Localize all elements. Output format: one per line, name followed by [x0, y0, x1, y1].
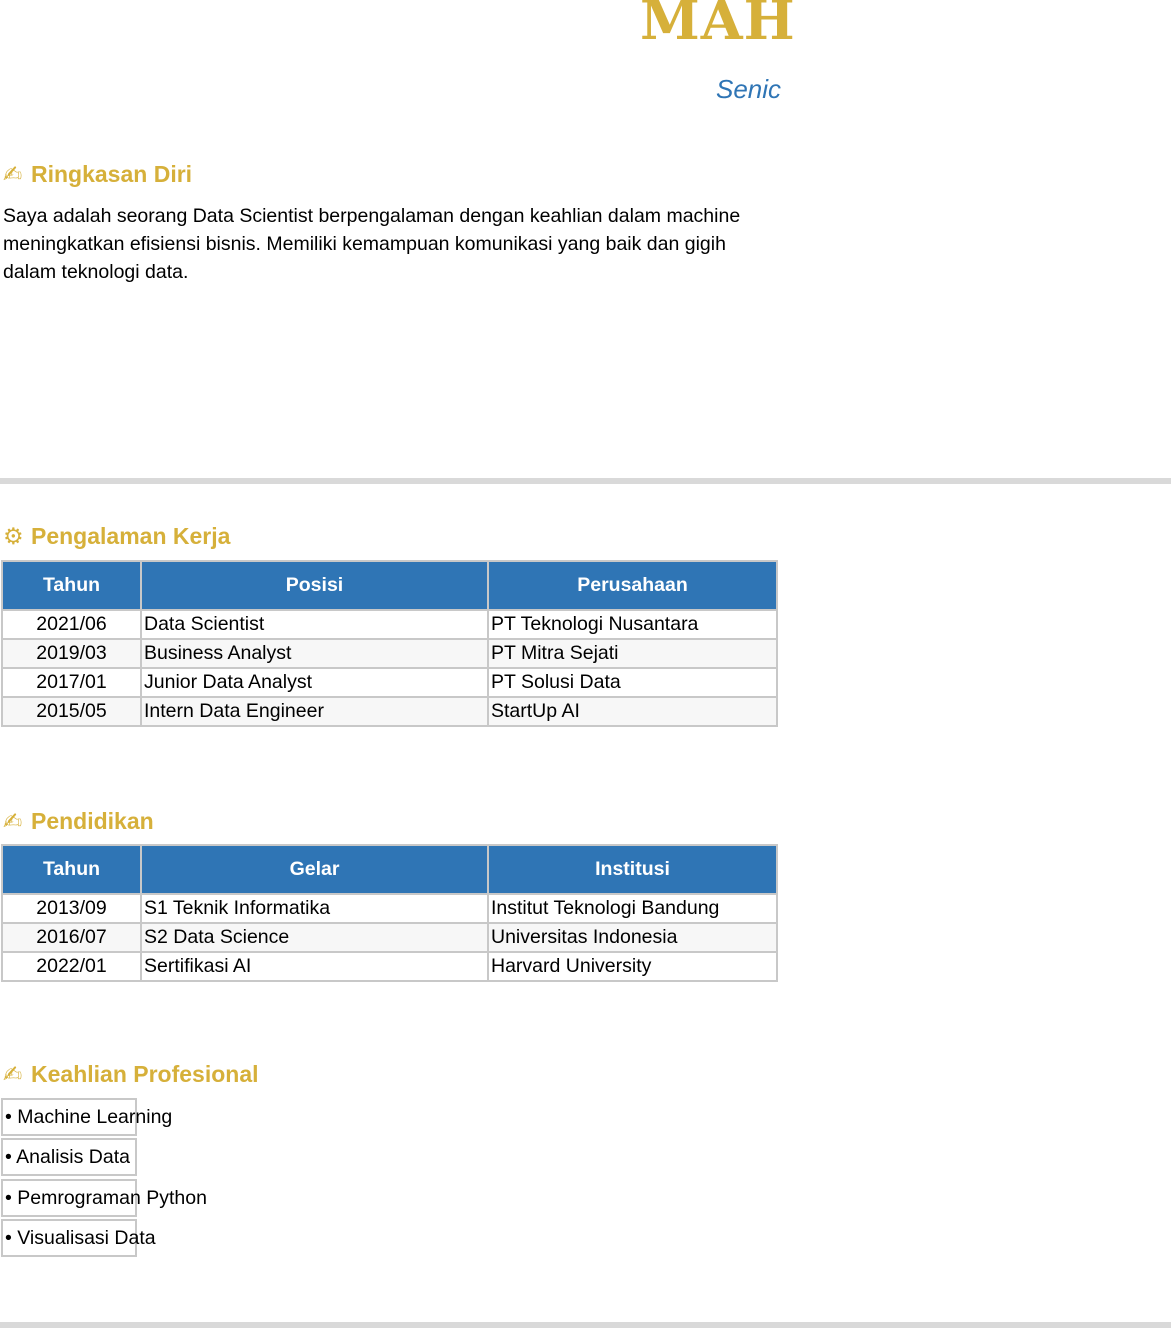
summary-line: Saya adalah seorang Data Scientist berpengalaman dengan keahlian dalam machine [3, 205, 741, 227]
skills-heading [3, 1061, 259, 1088]
cell-institution[interactable]: Harvard University [488, 952, 777, 981]
table-row [2, 952, 777, 981]
column-header-perusahaan: Perusahaan [488, 561, 777, 610]
cell-year[interactable]: 2017/01 [2, 668, 141, 697]
experience-table [1, 560, 778, 727]
writing-hand-icon: ✍ [3, 161, 23, 187]
education-heading-label: Pendidikan [31, 808, 154, 834]
cell-degree[interactable]: S2 Data Science [141, 923, 488, 952]
column-header-posisi: Posisi [141, 561, 488, 610]
table-row [2, 923, 777, 952]
table-row [2, 610, 777, 639]
cell-position[interactable]: Junior Data Analyst [141, 668, 488, 697]
summary-heading-label: Ringkasan Diri [31, 161, 193, 187]
resume-name: MAH [640, 0, 796, 52]
table-row [2, 697, 777, 726]
cell-degree[interactable]: Sertifikasi AI [141, 952, 488, 981]
section-divider [0, 1322, 1171, 1328]
cell-institution[interactable]: Universitas Indonesia [488, 923, 777, 952]
summary-line: dalam teknologi data. [3, 261, 189, 283]
table-header-row [2, 845, 777, 894]
cell-company[interactable]: PT Solusi Data [488, 668, 777, 697]
skill-cell[interactable] [1, 1098, 173, 1136]
cell-position[interactable]: Intern Data Engineer [141, 697, 488, 726]
skill-label: • Analisis Data [5, 1146, 130, 1168]
cell-year[interactable]: 2016/07 [2, 923, 141, 952]
education-table [1, 844, 778, 982]
table-header-row [2, 561, 777, 610]
writing-hand-icon: ✍ [3, 1061, 23, 1087]
cell-year[interactable]: 2013/09 [2, 894, 141, 923]
column-header-tahun: Tahun [2, 845, 141, 894]
table-row [2, 639, 777, 668]
skill-label: • Visualisasi Data [5, 1227, 156, 1249]
cell-company[interactable]: PT Mitra Sejati [488, 639, 777, 668]
skill-label: • Pemrograman Python [5, 1187, 207, 1209]
writing-hand-icon: ✍ [3, 808, 23, 834]
cell-position[interactable]: Business Analyst [141, 639, 488, 668]
experience-heading-label: Pengalaman Kerja [31, 523, 231, 549]
skill-cell[interactable] [1, 1138, 137, 1176]
column-header-tahun: Tahun [2, 561, 141, 610]
skill-cell[interactable] [1, 1219, 156, 1257]
cell-year[interactable]: 2019/03 [2, 639, 141, 668]
cell-position[interactable]: Data Scientist [141, 610, 488, 639]
cell-company[interactable]: PT Teknologi Nusantara [488, 610, 777, 639]
skills-heading-label: Keahlian Profesional [31, 1061, 259, 1087]
cell-year[interactable]: 2022/01 [2, 952, 141, 981]
experience-heading [3, 523, 230, 550]
column-header-gelar: Gelar [141, 845, 488, 894]
resume-subtitle: Senic [716, 74, 782, 104]
section-divider [0, 478, 1171, 484]
cell-company[interactable]: StartUp AI [488, 697, 777, 726]
cell-institution[interactable]: Institut Teknologi Bandung [488, 894, 777, 923]
summary-line: meningkatkan efisiensi bisnis. Memiliki kemampuan komunikasi yang baik dan gigih [3, 233, 726, 255]
skill-cell[interactable] [1, 1179, 207, 1217]
summary-heading [3, 161, 192, 188]
gear-icon: ⚙ [3, 523, 24, 549]
cell-year[interactable]: 2015/05 [2, 697, 141, 726]
cell-degree[interactable]: S1 Teknik Informatika [141, 894, 488, 923]
table-row [2, 894, 777, 923]
summary-text [3, 202, 1003, 286]
column-header-institusi: Institusi [488, 845, 777, 894]
table-row [2, 668, 777, 697]
skill-label: • Machine Learning [5, 1106, 173, 1128]
education-heading [3, 808, 154, 835]
cell-year[interactable]: 2021/06 [2, 610, 141, 639]
